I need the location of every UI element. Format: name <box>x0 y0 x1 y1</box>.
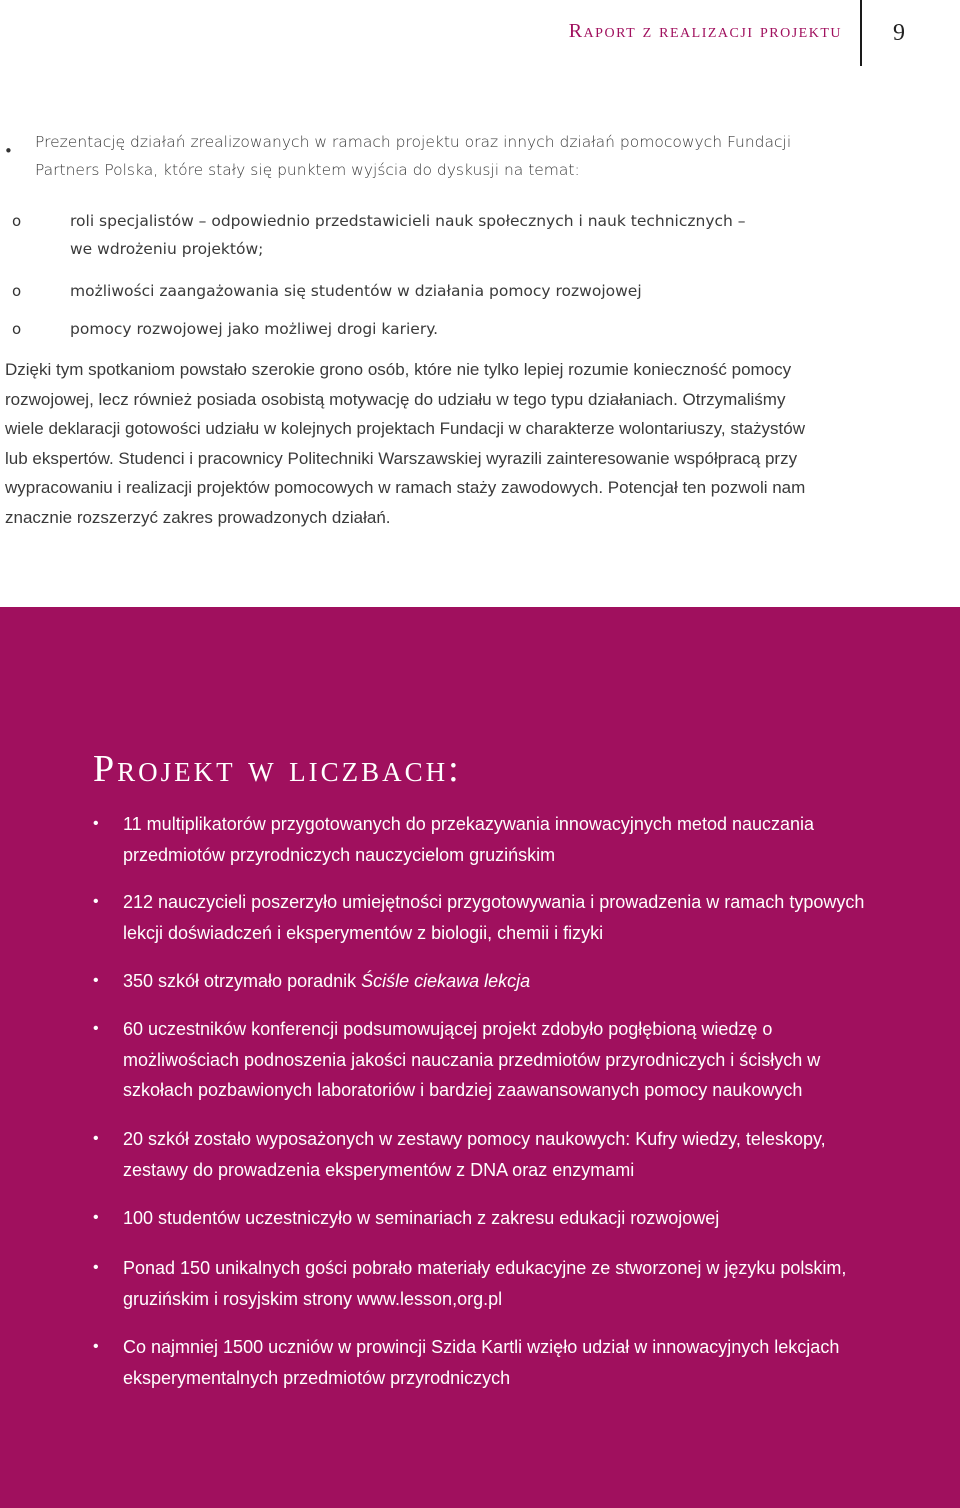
publication-title: Ściśle ciekawa lekcja <box>361 971 531 991</box>
sub-list-item-text: możliwości zaangażowania się studentów w działania pomocy rozwojowej <box>70 282 642 300</box>
stat-item <box>93 1203 883 1234</box>
stat-item <box>93 966 883 997</box>
header-divider <box>860 0 862 66</box>
section-title: Projekt w liczbach: <box>93 748 462 790</box>
intro-bullet-text: Prezentację działań zrealizowanych w ramach projektu oraz innych działań pomocowych Fundacji Partners Polska, które stały się punktem wyjścia do dyskusji na temat: <box>35 133 792 179</box>
circle-bullet-marker: o <box>12 212 22 230</box>
bullet-marker: • <box>93 972 99 989</box>
sub-list-item-text: pomocy rozwojowej jako możliwej drogi kariery. <box>70 320 439 338</box>
stat-item <box>93 1124 883 1185</box>
bullet-marker: • <box>93 1209 99 1226</box>
stat-item-text: 20 szkół zostało wyposażonych w zestawy pomocy naukowych: Kufry wiedzy, teleskopy, zestawy do prowadzenia eksperymentów z DNA oraz enzymami <box>123 1129 826 1180</box>
project-in-numbers-section <box>0 607 960 1508</box>
sub-list-item-text: roli specjalistów – odpowiednio przedstawicieli nauk społecznych i nauk technicznych – we wdrożeniu projektów; <box>70 212 746 258</box>
stat-item-text: 60 uczestników konferencji podsumowującej projekt zdobyło pogłębioną wiedzę o możliwościach podnoszenia jakości nauczania przedmiotów przyrodniczych i ścisłych w szkołach pozbawionych laboratoriów i bardziej zaawansowanych pomocy naukowych <box>123 1019 821 1100</box>
page-number: 9 <box>893 20 905 46</box>
bullet-marker: • <box>93 1020 99 1037</box>
stat-item-text: 350 szkół otrzymało poradnik <box>123 971 362 991</box>
stat-item <box>93 809 883 870</box>
bullet-marker: • <box>93 1338 99 1355</box>
bullet-marker: • <box>93 1130 99 1147</box>
stat-item <box>93 1014 883 1106</box>
sub-list-item <box>12 277 770 305</box>
stat-item-text: Co najmniej 1500 uczniów w prowincji Szida Kartli wzięło udział w innowacyjnych lekcjach eksperymentalnych przedmiotów przyrodniczych <box>123 1337 840 1388</box>
body-paragraph: Dzięki tym spotkaniom powstało szerokie grono osób, które nie tylko lepiej rozumie konieczność pomocy rozwojowej, lecz również posiada osobistą motywację do udziału w tego typu działaniach. Otrzymaliśmy wiele deklaracji gotowości udziału w kolejnych projektach Fundacji w charakterze wolontariuszy, stażystów lub ekspertów. Studenci i pracownicy Politechniki Warszawskiej wyrazili zainteresowanie współpracą przy wypracowaniu i realizacji projektów pomocowych w ramach staży zawodowych. Potencjał ten pozwoli nam znacznie rozszerzyć zakres prowadzonych działań. <box>5 360 806 527</box>
sub-list-item <box>12 315 770 343</box>
stat-item <box>93 887 883 948</box>
bullet-marker: • <box>93 893 99 910</box>
bullet-marker: • <box>93 1259 99 1276</box>
stat-item <box>93 1332 883 1393</box>
stat-item <box>93 1253 883 1314</box>
stat-item-text: 212 nauczycieli poszerzyło umiejętności przygotowywania i prowadzenia w ramach typowych lekcji doświadczeń i eksperymentów z biologii, chemii i fizyki <box>123 892 865 943</box>
stat-item-text: Ponad 150 unikalnych gości pobrało materiały edukacyjne ze stworzonej w języku polskim, gruzińskim i rosyjskim strony www.lesson,org.pl <box>123 1258 847 1309</box>
stat-item-text: 11 multiplikatorów przygotowanych do przekazywania innowacyjnych metod nauczania przedmiotów przyrodniczych nauczycielom gruzińskim <box>123 814 815 865</box>
sub-list-item <box>12 207 770 263</box>
circle-bullet-marker: o <box>12 282 22 300</box>
stats-list <box>0 607 960 1508</box>
bullet-marker: • <box>93 815 99 832</box>
stat-item-text: 100 studentów uczestniczyło w seminariach z zakresu edukacji rozwojowej <box>123 1208 720 1228</box>
circle-bullet-marker: o <box>12 320 22 338</box>
bullet-marker: • <box>4 142 13 160</box>
running-header-title: Raport z realizacji projektu <box>568 20 842 42</box>
